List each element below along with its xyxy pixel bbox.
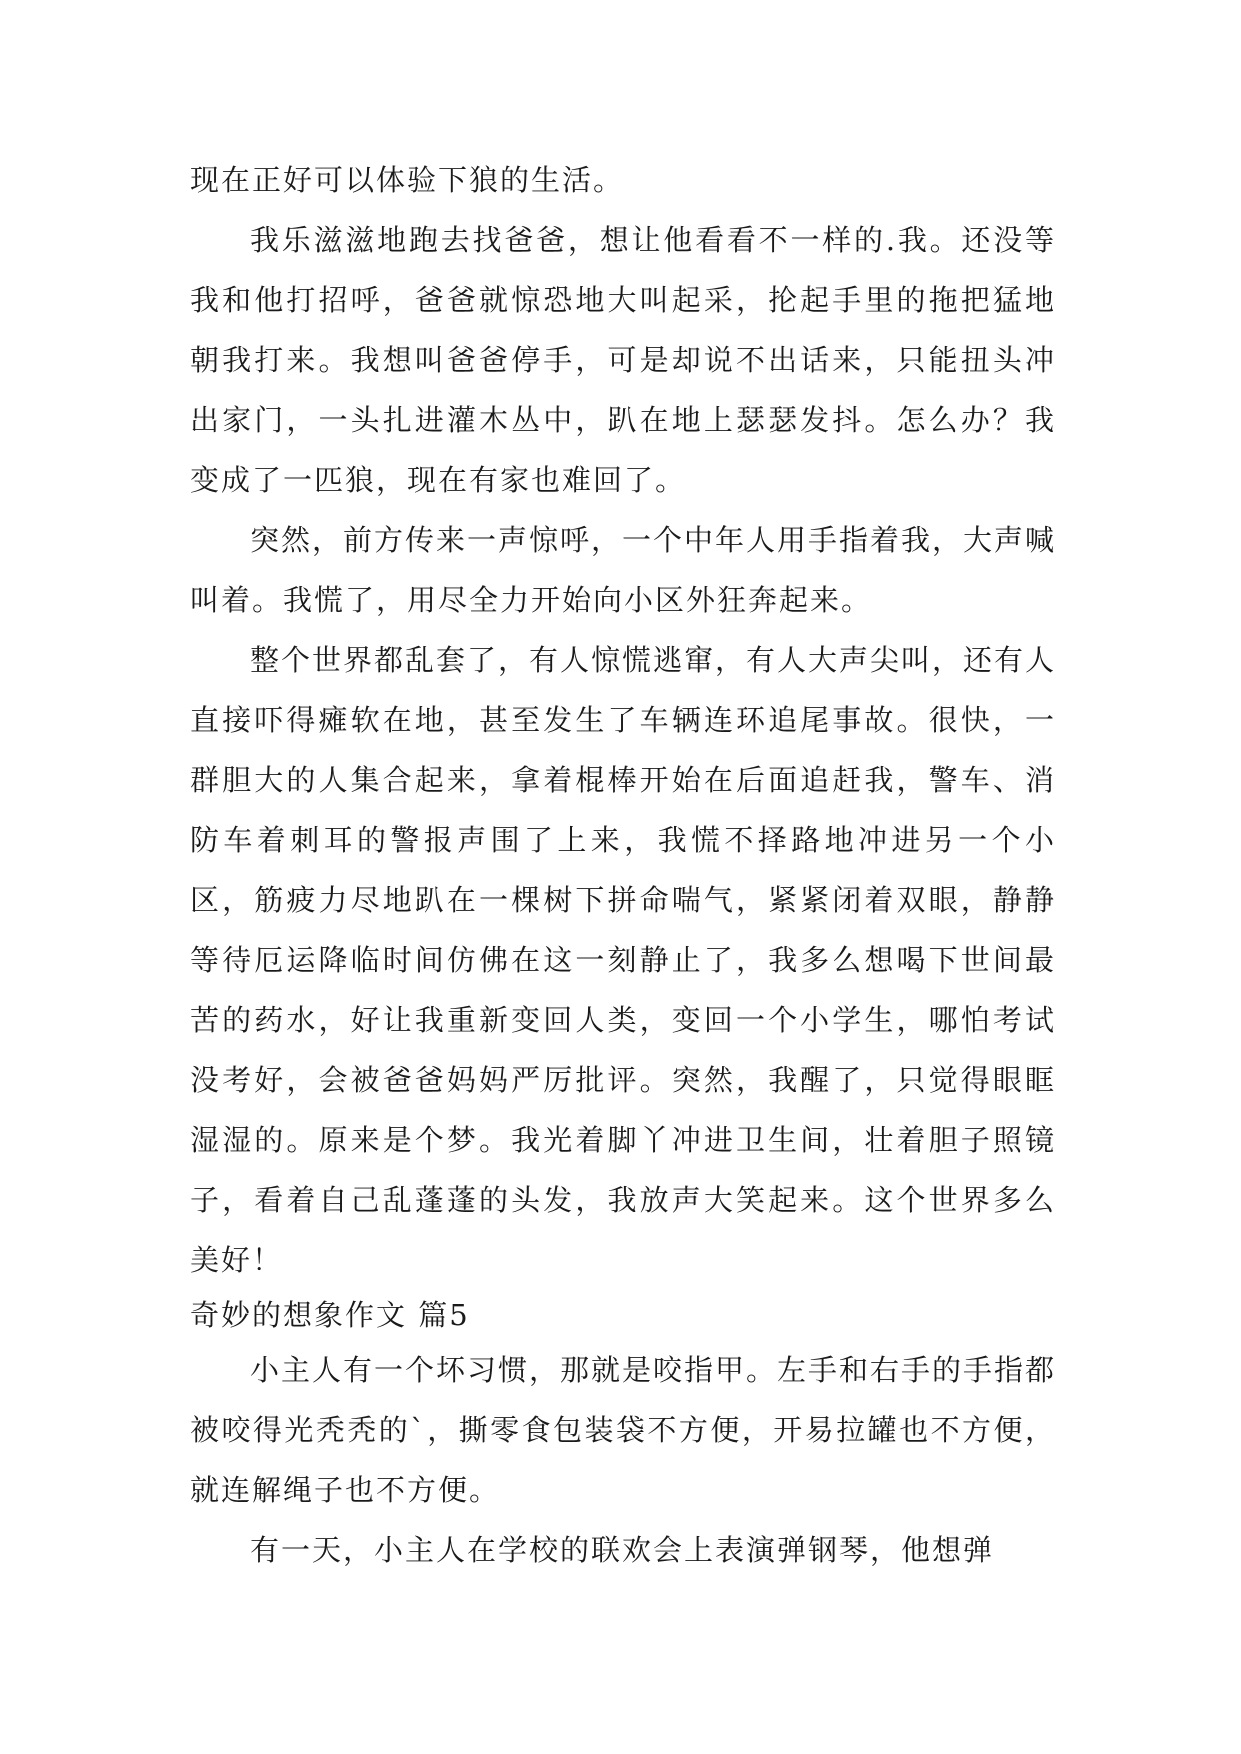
paragraph-piano: 有一天，小主人在学校的联欢会上表演弹钢琴，他想弹 [250, 1533, 995, 1567]
paragraph-continuation: 现在正好可以体验下狼的生活。 [190, 163, 625, 197]
section-heading: 奇妙的想象作文 篇5 [190, 1298, 470, 1332]
paragraph-nail-biting: 小主人有一个坏习惯，那就是咬指甲。左手和右手的手指都被咬得光秃秃的`，撕零食包装袋不方便，开易拉罐也不方便，就连解绳子也不方便。 [190, 1353, 1057, 1507]
paragraph-shout: 突然，前方传来一声惊呼，一个中年人用手指着我，大声喊叫着。我慌了，用尽全力开始向小区外狂奔起来。 [190, 523, 1057, 617]
paragraph-dad-reaction: 我乐滋滋地跑去找爸爸，想让他看看不一样的.我。还没等我和他打招呼，爸爸就惊恐地大叫起采，抡起手里的拖把猛地朝我打来。我想叫爸爸停手，可是却说不出话来，只能扭头冲出家门，一头扎进灌木丛中，趴在地上瑟瑟发抖。怎么办？我变成了一匹狼，现在有家也难回了。 [190, 223, 1056, 497]
paragraph-chaos: 整个世界都乱套了，有人惊慌逃窜，有人大声尖叫，还有人直接吓得瘫软在地，甚至发生了车辆连环追尾事故。很快，一群胆大的人集合起来，拿着棍棒开始在后面追赶我，警车、消防车着刺耳的警报声围了上来，我慌不择路地冲进另一个小区，筋疲力尽地趴在一棵树下拼命喘气，紧紧闭着双眼，静静等待厄运降临时间仿佛在这一刻静止了，我多么想喝下世间最苦的药水，好让我重新变回人类，变回一个小学生，哪怕考试没考好，会被爸爸妈妈严厉批评。突然，我醒了，只觉得眼眶湿湿的。原来是个梦。我光着脚丫冲进卫生间，壮着胆子照镜子，看着自己乱蓬蓬的头发，我放声大笑起来。这个世界多么美好！ [190, 643, 1057, 1277]
document-body [190, 150, 1056, 1580]
